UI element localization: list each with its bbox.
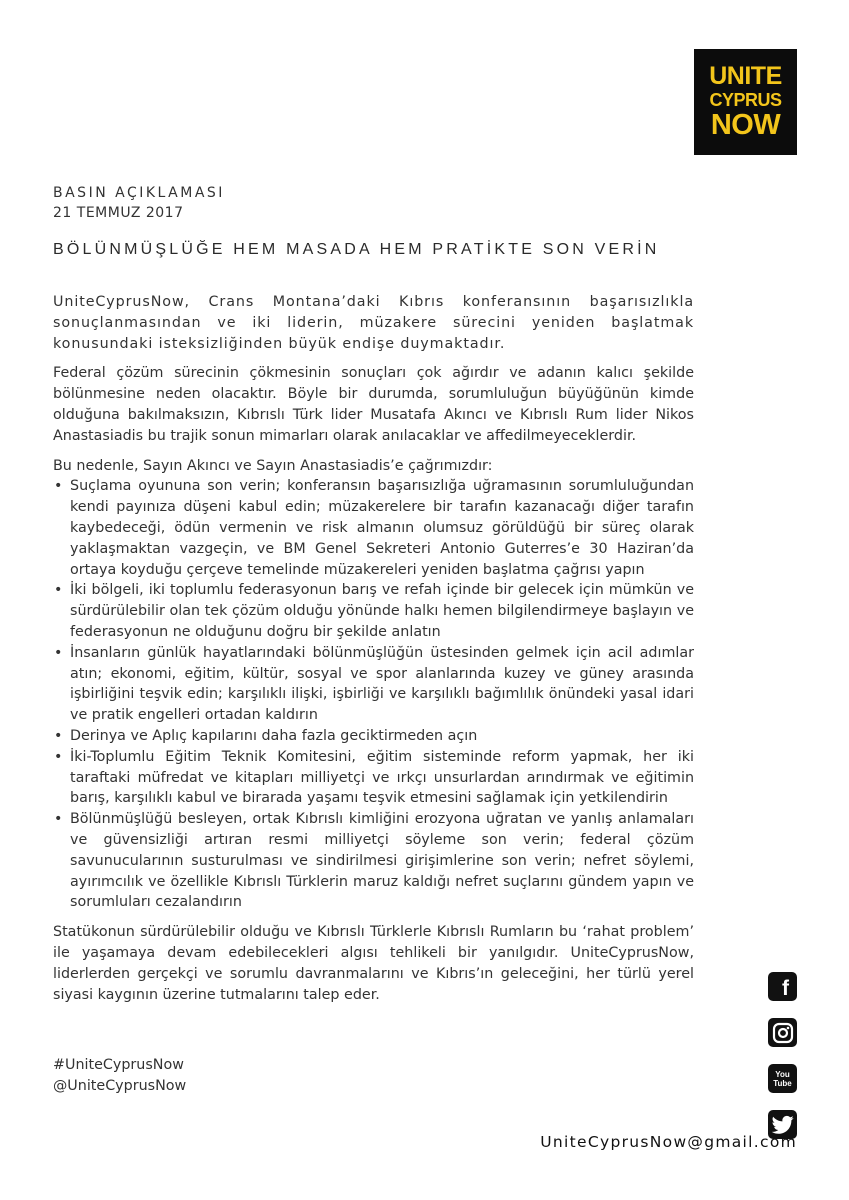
document-title: BÖLÜNMÜŞLÜĞE HEM MASADA HEM PRATİKTE SON VERİN [53, 241, 660, 258]
paragraph-closing: Statükonun sürdürülebilir olduğu ve Kıbrıslı Türklerle Kıbrıslı Rumların bu ‘rahat problem’ ile yaşamaya devam edebilecekleri algısı tehlikeli bir yanılgıdır. UniteCyprusNow, liderlerden gerçekçi ve sorumlu davranmalarını ve Kıbrıs’ın geleceğini, her türlü yerel siyasi kaygının üzerine tutmalarını talep eder. [53, 924, 694, 1003]
youtube-glyph: You Tube [773, 1069, 792, 1088]
unite-cyprus-now-logo [694, 49, 797, 155]
paragraph-intro: UniteCyprusNow, Crans Montana’daki Kıbrıs konferansının başarısızlıkla sonuçlanmasından ve iki liderin, müzakere sürecini yeniden başlatmak konusundaki isteksizliğinden büyük endişe duymaktadır. [53, 294, 694, 352]
paragraph-list-intro: Bu nedenle, Sayın Akıncı ve Sayın Anastasiadis’e çağrımızdır: [53, 457, 493, 474]
list-item: • İnsanların günlük hayatlarındaki bölünmüşlüğün üstesinden gelmek için acil adımlar atın; ekonomi, eğitim, kültür, sosyal ve spor alanlarında kuzey ve güney arasında işbirliğini teşvik edin; karşılıklı ilişki, işbirliği ve karşılıklı bağımlılık önündeki yasal idari ve pratik engelleri ortadan kaldırın [53, 643, 694, 726]
facebook-glyph: f [782, 976, 789, 1000]
press-release-date: 21 TEMMUZ 2017 [53, 205, 184, 221]
paragraph-second: Federal çözüm sürecinin çökmesinin sonuçları çok ağırdır ve adanın kalıcı şekilde bölünmesine neden olacaktır. Böyle bir durumda, sorumluluğun büyüğünün kimde olduğuna bakılmaksızın, Kıbrıslı Türk lider Musatafa Akıncı ve Kıbrıslı Rum lider Nikos Anastasiadis bu trajik sonun mimarları olarak anılacaklar ve affedilmeyeceklerdir. [53, 365, 694, 444]
social-icons [768, 972, 798, 1156]
social-tags [53, 1055, 186, 1097]
logo-line-1: UNITE [709, 62, 782, 90]
list-item: • Derinya ve Aplıç kapılarını daha fazla geciktirmeden açın [53, 726, 694, 747]
facebook-icon[interactable] [768, 972, 797, 1001]
document-body [53, 292, 694, 1014]
logo-line-2: CYPRUS [709, 90, 782, 110]
logo-line-3: NOW [710, 109, 781, 141]
list-item: • Bölünmüşlüğü besleyen, ortak Kıbrıslı kimliğini erozyona uğratan ve yanlış anlamaları ve güvensizliği artıran resmi milliyetçi söyleme son verin; federal çözüm savunucularının susturulması ve sindirilmesi girişimlerine son verin; nefret söylemi, ayırımcılık ve özellikle Kıbrıslı Türklerin maruz kaldığı nefret suçlarını gündem yapın ve sorumluları cezalandırın [53, 809, 694, 913]
hashtag: #UniteCyprusNow [53, 1057, 184, 1073]
demands-list [53, 476, 694, 913]
youtube-icon[interactable] [768, 1064, 797, 1093]
list-item: • Suçlama oyununa son verin; konferansın başarısızlığa uğramasının sorumluluğundan kendi payınıza düşeni kabul edin; müzakerelere bir tarafın kazanacağı diğer tarafın kaybedeceği, ödün vermenin ve risk almanın olumsuz görüldüğü bir süreç olarak yaklaşmaktan vazgeçin, ve BM Genel Sekreteri Antonio Guterres’e 30 Haziran’da ortaya koyduğu çerçeve temelinde müzakereleri yeniden başlatma çağrısı yapın [53, 476, 694, 580]
instagram-icon[interactable] [768, 1018, 797, 1047]
list-item: • İki bölgeli, iki toplumlu federasyonun barış ve refah içinde bir gelecek için mümkün ve sürdürülebilir olan tek çözüm olduğu yönünde halkı hemen bilgilendirmeye başlayın ve federasyonun ne olduğunu doğru bir şekilde anlatın [53, 580, 694, 642]
instagram-glyph [772, 1022, 794, 1044]
press-release-label: BASIN AÇIKLAMASI [53, 185, 225, 201]
list-item: • İki-Toplumlu Eğitim Teknik Komitesini, eğitim sisteminde reform yapmak, her iki taraftaki müfredat ve kitapları milliyetçi ve ırkçı unsurlardan arındırmak ve eğitimin barış, karşılıklı kabul ve birarada yaşamı teşvik etmesini sağlamak için yetkilendirin [53, 747, 694, 809]
twitter-glyph [772, 1115, 794, 1135]
social-handle: @UniteCyprusNow [53, 1078, 187, 1094]
contact-email[interactable]: UniteCyprusNow@gmail.com [540, 1133, 797, 1151]
